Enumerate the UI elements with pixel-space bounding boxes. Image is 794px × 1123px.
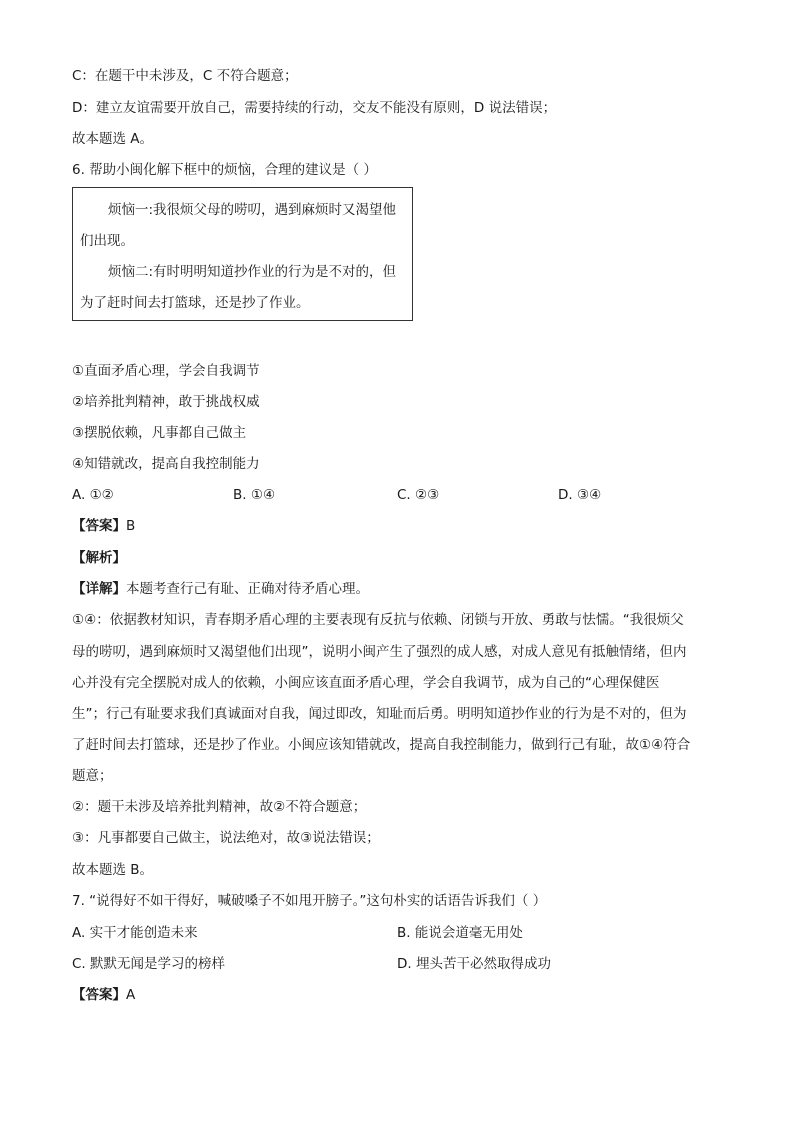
q6-explanation-line: 了赶时间去打篮球，还是抄了作业。小闽应该知错就改，提高自我控制能力，做到行己有耻，故①④符合 (72, 737, 691, 753)
q6-stem: 6. 帮助小闽化解下框中的烦恼，合理的建议是（ ） (72, 162, 377, 178)
q6-analysis-heading (72, 549, 126, 567)
q6-box-line: 烦恼一:我很烦父母的唠叨，遇到麻烦时又渴望他 (108, 202, 397, 218)
q6-explanation-line: 题意； (72, 768, 113, 784)
answer-label: 【答案】 (72, 518, 126, 534)
q6-answer (72, 517, 135, 535)
q6-option-d: D. ③④ (558, 487, 602, 503)
q7-option-c: C. 默默无闻是学习的榜样 (72, 956, 226, 972)
q6-conclusion: 故本题选 B。 (72, 862, 154, 878)
q6-option-c: C. ②③ (397, 487, 440, 503)
detail-text: 本题考查行己有耻、正确对待矛盾心理。 (126, 581, 369, 597)
q7-option-a: A. 实干才能创造未来 (72, 925, 198, 941)
answer-label: 【答案】 (72, 987, 126, 1003)
q6-box-line: 们出现。 (80, 233, 134, 249)
q6-explanation-line: 心并没有完全摆脱对成人的依赖，小闽应该直面矛盾心理，学会自我调节，成为自己的“心理保健医 (72, 675, 660, 691)
prev-conclusion: 故本题选 A。 (72, 131, 154, 147)
q6-explanation-line: ②：题干未涉及培养批判精神，故②不符合题意； (72, 799, 367, 815)
q6-explanation-line: ③：凡事都要自己做主，说法绝对，故③说法错误； (72, 830, 380, 846)
prev-option-d-explanation: D：建立友谊需要开放自己，需要持续的行动，交友不能没有原则，D 说法错误； (72, 100, 557, 116)
q7-option-d: D. 埋头苦干必然取得成功 (397, 956, 551, 972)
q6-option-a: A. ①② (72, 487, 114, 503)
q6-statement-3: ③摆脱依赖，凡事都自己做主 (72, 425, 247, 441)
q6-statement-1: ①直面矛盾心理，学会自我调节 (72, 363, 260, 379)
q6-statement-2: ②培养批判精神，敢于挑战权威 (72, 394, 260, 410)
q7-option-b: B. 能说会道毫无用处 (397, 925, 523, 941)
q6-worry-box (72, 187, 413, 321)
analysis-label: 【解析】 (72, 550, 126, 566)
q6-statement-4: ④知错就改，提高自我控制能力 (72, 456, 260, 472)
q6-explanation-line: 生”；行己有耻要求我们真诚面对自我，闻过即改，知耻而后勇。明明知道抄作业的行为是不对的，但为 (72, 706, 687, 722)
q6-box-line: 烦恼二:有时明明知道抄作业的行为是不对的，但 (108, 264, 397, 280)
q7-stem: 7. “说得好不如干得好，喊破嗓子不如甩开膀子。”这句朴实的话语告诉我们（ ） (72, 893, 547, 909)
q7-answer (72, 986, 135, 1004)
q6-option-b: B. ①④ (233, 487, 276, 503)
q6-explanation-line: 母的唠叨，遇到麻烦时又渴望他们出现”，说明小闽产生了强烈的成人感，对成人意见有抵触情绪，但内 (72, 644, 687, 660)
prev-option-c-explanation: C：在题干中未涉及，C 不符合题意； (72, 68, 298, 84)
q6-explanation-line: ①④：依据教材知识，青春期矛盾心理的主要表现有反抗与依赖、闭锁与开放、勇敢与怯懦。“我很烦父 (72, 612, 684, 628)
answer-value: B (126, 518, 136, 534)
q6-box-line: 为了赶时间去打篮球，还是抄了作业。 (80, 295, 310, 311)
q6-detail (72, 580, 369, 598)
detail-label: 【详解】 (72, 581, 126, 597)
answer-value: A (126, 987, 136, 1003)
